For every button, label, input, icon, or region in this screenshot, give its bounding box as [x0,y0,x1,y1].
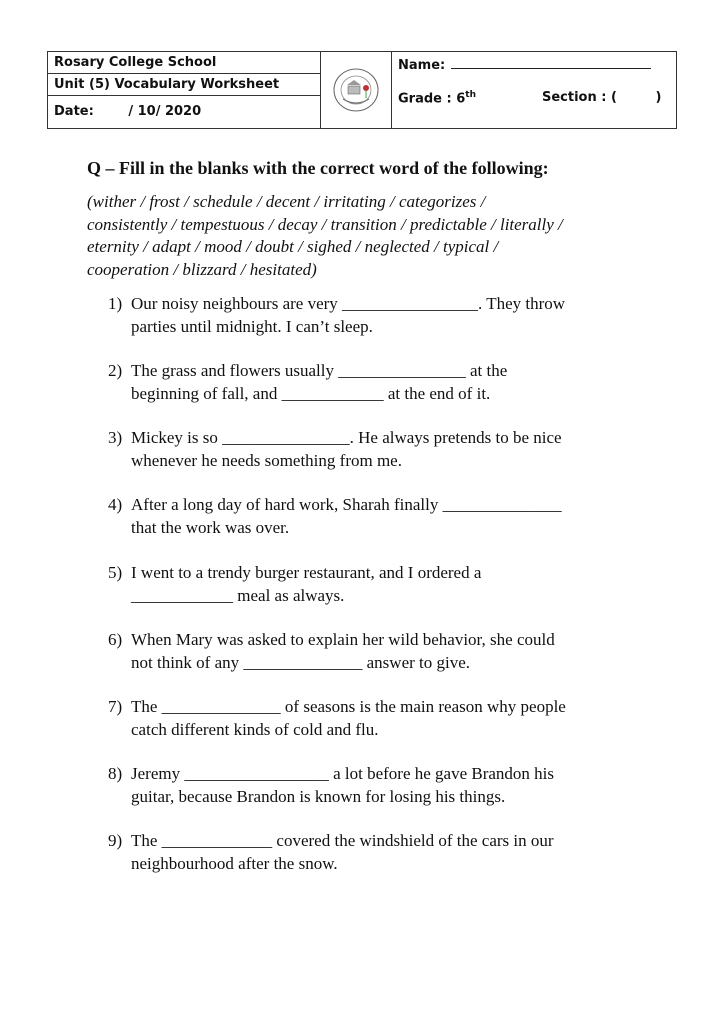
grade-row [398,90,476,106]
worksheet-header [47,51,677,129]
question-heading: Q – Fill in the blanks with the correct word of the following: [87,158,549,178]
section-row [542,90,661,105]
item-number: 2) [108,361,123,380]
school-logo-cell [321,52,392,128]
word-bank [87,191,647,281]
question-item-3 [108,427,668,472]
word-bank-line: consistently / tempestuous / decay / transition / predictable / literally / [87,214,563,234]
name-row [398,56,651,73]
date-value: / 10/ 2020 [128,104,202,119]
item-text-line: Our noisy neighbours are very ________________. They throw [131,294,566,313]
item-number: 5) [108,563,123,582]
item-text-line: The _____________ covered the windshield of the cars in our [131,831,554,850]
item-text-line: beginning of fall, and ____________ at the end of it. [131,383,491,403]
item-number: 4) [108,495,123,514]
item-text-line: After a long day of hard work, Sharah finally ______________ [131,495,562,514]
word-bank-line: eternity / adapt / mood / doubt / sighed / neglected / typical / [87,237,499,256]
date-label: Date: [54,104,94,119]
item-number: 3) [108,428,123,447]
section-close: ) [655,90,662,105]
item-text-line: guitar, because Brandon is known for losing his things. [131,786,506,806]
unit-title: Unit (5) Vocabulary Worksheet [48,74,320,96]
question-item-1 [108,293,668,338]
question-item-8 [108,763,668,808]
date-row [48,96,320,128]
item-text-line: I went to a trendy burger restaurant, and I ordered a [131,563,482,582]
item-text-line: When Mary was asked to explain her wild behavior, she could [131,630,555,649]
item-text-line: Jeremy _________________ a lot before he gave Brandon his [131,764,555,783]
question-item-2 [108,360,668,405]
item-text-line: Mickey is so _______________. He always pretends to be nice [131,428,562,447]
grade-label: Grade : 6 [398,91,466,107]
question-item-4 [108,494,668,539]
item-number: 8) [108,764,123,783]
grade-superscript: th [465,90,476,100]
section-label: Section : ( [542,90,617,105]
question-item-9 [108,830,668,875]
school-info-column [48,52,321,128]
school-name: Rosary College School [48,52,320,74]
question-item-6 [108,629,668,674]
item-number: 7) [108,697,123,716]
word-bank-line: cooperation / blizzard / hesitated) [87,259,317,279]
name-blank-line[interactable] [451,56,651,69]
item-text-line: whenever he needs something from me. [131,450,402,470]
item-text-line: not think of any ______________ answer to give. [131,652,471,672]
item-number: 1) [108,294,123,313]
item-text-line: catch different kinds of cold and flu. [131,719,379,739]
word-bank-line: (wither / frost / schedule / decent / irritating / categorizes / [87,192,486,211]
item-text-line: that the work was over. [131,517,290,537]
item-text-line: The ______________ of seasons is the main reason why people [131,697,566,716]
item-text-line: ____________ meal as always. [131,585,345,605]
school-logo-icon [321,52,391,128]
question-item-7 [108,696,668,741]
item-number: 6) [108,630,123,649]
item-text-line: neighbourhood after the snow. [131,853,338,873]
item-text-line: parties until midnight. I can’t sleep. [131,316,373,336]
student-info-column [392,52,676,128]
item-number: 9) [108,831,123,850]
question-item-5 [108,562,668,607]
item-text-line: The grass and flowers usually _______________ at the [131,361,508,380]
name-label: Name: [398,58,446,73]
